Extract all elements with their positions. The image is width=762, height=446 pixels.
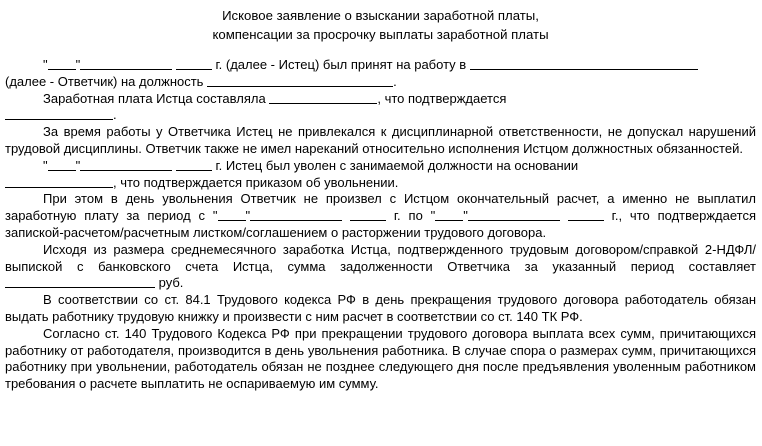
blank-period-end-day[interactable] xyxy=(435,209,463,221)
defendant-text: (далее - Ответчик) на должность xyxy=(5,73,204,89)
blank-period-start-year[interactable] xyxy=(350,209,386,221)
quote-open-2: " xyxy=(43,157,48,173)
period-1: . xyxy=(393,73,397,89)
paragraph-article-140: Согласно ст. 140 Трудового Кодекса РФ при прекращении трудового договора выплата всех сумм, причитающихся работнику от работодателя, производится в день увольнения работника. В случае спора о размерах сумм, причитающихся работнику при увольнении, работодатель обязан не позднее следующего дня после предъявления уволенным работником требования о расчете выплатить не оспариваемую им сумму. xyxy=(5,325,756,392)
title-body-spacer xyxy=(5,44,756,57)
blank-period-end-year[interactable] xyxy=(568,209,604,221)
paragraph-final-settlement xyxy=(5,191,756,241)
blank-hire-day[interactable] xyxy=(48,58,76,70)
quote-close-3: " xyxy=(245,208,251,224)
quote-open-1: " xyxy=(43,57,48,72)
settlement-text-3: г., что подтверждается запиской-расчетом/расчетным листком/соглашением о расторжении трудового договора. xyxy=(5,208,756,240)
salary-text-2: , что подтверждается xyxy=(377,90,507,106)
dismissal-text-2: , что подтверждается приказом об увольнении. xyxy=(113,174,399,190)
paragraph-salary-confirm xyxy=(5,107,756,124)
quote-close-4: " xyxy=(463,208,468,224)
blank-period-end-month[interactable] xyxy=(468,209,560,221)
dismissal-text-1: г. Истец был уволен с занимаемой должности на основании xyxy=(215,157,579,173)
document-title-line-2: компенсации за просрочку выплаты заработной платы xyxy=(212,27,549,42)
paragraph-article-84-1: В соответствии со ст. 84.1 Трудового кодекса РФ в день прекращения трудового договора работодатель обязан выдать работнику трудовую книжку и произвести с ним расчет в соответствии со ст. 140 ТК РФ. xyxy=(5,292,756,324)
blank-debt-amount[interactable] xyxy=(5,276,155,288)
blank-salary-amount[interactable] xyxy=(269,92,377,104)
paragraph-dismissal-basis xyxy=(5,175,756,192)
blank-dismissal-year[interactable] xyxy=(176,159,212,171)
paragraph-salary xyxy=(5,91,756,108)
quote-close-1: " xyxy=(75,57,81,72)
blank-hire-year[interactable] xyxy=(176,58,212,70)
blank-dismissal-basis[interactable] xyxy=(5,176,113,188)
paragraph-debt-amount xyxy=(5,242,756,292)
blank-dismissal-month[interactable] xyxy=(80,159,172,171)
blank-employer-name[interactable] xyxy=(470,58,698,70)
blank-period-start-month[interactable] xyxy=(250,209,342,221)
blank-hire-month[interactable] xyxy=(80,58,172,70)
paragraph-position xyxy=(5,74,756,91)
debt-text-2: руб. xyxy=(158,275,184,291)
blank-position[interactable] xyxy=(207,75,393,87)
blank-salary-document[interactable] xyxy=(5,108,113,120)
salary-text-1: Заработная плата Истца составляла xyxy=(43,90,266,106)
debt-text-1: Исходя из размера среднемесячного заработка Истца, подтвержденного трудовым договором/справкой 2-НДФЛ/выпиской с банковского счета Истца, сумма задолженности Ответчика за указанный период составляет xyxy=(5,241,756,274)
blank-period-start-day[interactable] xyxy=(218,209,246,221)
settlement-text-1: При этом в день увольнения Ответчик не произвел с Истцом окончательный расчет, а именно не выплатил заработную плату за период с " xyxy=(5,191,756,224)
period-2: . xyxy=(113,107,117,123)
hire-text-1: г. (далее - Истец) был принят на работу в xyxy=(215,57,467,72)
paragraph-hire-date xyxy=(5,57,756,74)
quote-close-2: " xyxy=(75,157,81,173)
settlement-text-2: г. по " xyxy=(393,208,436,224)
document-title-line-1: Исковое заявление о взыскании заработной платы, xyxy=(222,8,539,23)
paragraph-discipline: За время работы у Ответчика Истец не привлекался к дисциплинарной ответственности, не допускал нарушений трудовой дисциплины. Ответчик также не имел нареканий относительно исполнения Истцом должностных обязанностей. xyxy=(5,124,756,156)
blank-dismissal-day[interactable] xyxy=(48,159,76,171)
paragraph-dismissal-date xyxy=(5,158,756,175)
